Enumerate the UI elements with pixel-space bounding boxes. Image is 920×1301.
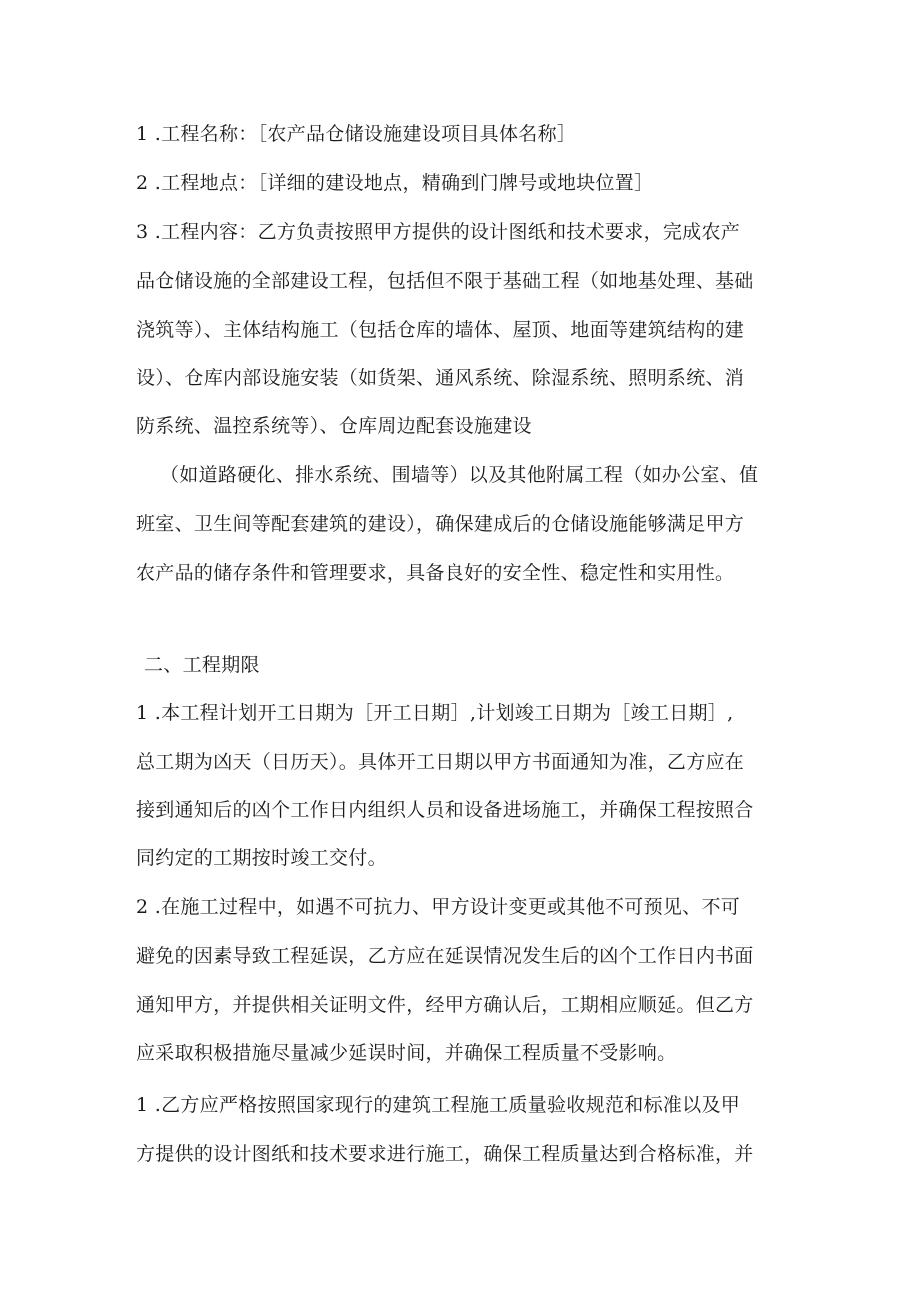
project-location-line: 2 .工程地点：［详细的建设地点，精确到门牌号或地块位置］ [136, 172, 654, 194]
quality-item1-line: 1 .乙方应严格按照国家现行的建筑工程施工质量验收规范和标准以及甲 [136, 1094, 741, 1116]
project-content-line: 农产品的储存条件和管理要求，具备良好的安全性、稳定性和实用性。 [136, 562, 735, 584]
schedule-item2-line: 避免的因素导致工程延误，乙方应在延误情况发生后的凶个工作日内书面 [136, 945, 754, 967]
section-heading: 二、工程期限 [144, 654, 260, 676]
project-name-line: 1 .工程名称：［农产品仓储设施建设项目具体名称］ [136, 123, 577, 145]
project-content-line: 浇筑等）、主体结构施工（包括仓库的墙体、屋顶、地面等建筑结构的建 [136, 319, 745, 341]
project-content-line: 防系统、温控系统等）、仓库周边配套设施建设 [136, 415, 532, 437]
quality-item1-line: 方提供的设计图纸和技术要求进行施工，确保工程质量达到合格标准，并 [136, 1143, 754, 1165]
schedule-item1-line: 总工期为凶天（日历天）。具体开工日期以甲方书面通知为准，乙方应在 [136, 751, 745, 773]
schedule-item1-line: 同约定的工期按时竣工交付。 [136, 847, 387, 869]
project-content-line: 设）、仓库内部设施安装（如货架、通风系统、除湿系统、照明系统、消 [136, 367, 745, 389]
project-content-line: 班室、卫生间等配套建筑的建设），确保建成后的仓储设施能够满足甲方 [136, 513, 745, 535]
schedule-item1-line: 1 .本工程计划开工日期为［开工日期］,计划竣工日期为［竣工日期］, [136, 702, 734, 724]
schedule-item2-line: 2 .在施工过程中，如遇不可抗力、甲方设计变更或其他不可预见、不可 [136, 896, 741, 918]
schedule-item1-line: 接到通知后的凶个工作日内组织人员和设备进场施工，并确保工程按照合 [136, 799, 754, 821]
schedule-item2-line: 通知甲方，并提供相关证明文件，经甲方确认后，工期相应顺延。但乙方 [136, 994, 754, 1016]
schedule-item2-line: 应采取积极措施尽量减少延误时间，并确保工程质量不受影响。 [136, 1042, 677, 1064]
project-content-line: （如道路硬化、排水系统、围墙等）以及其他附属工程（如办公室、值 [160, 464, 759, 486]
project-content-line: 品仓储设施的全部建设工程，包括但不限于基础工程（如地基处理、基础 [136, 270, 754, 292]
project-content-line: 3 .工程内容：乙方负责按照甲方提供的设计图纸和技术要求，完成农产 [136, 221, 741, 243]
